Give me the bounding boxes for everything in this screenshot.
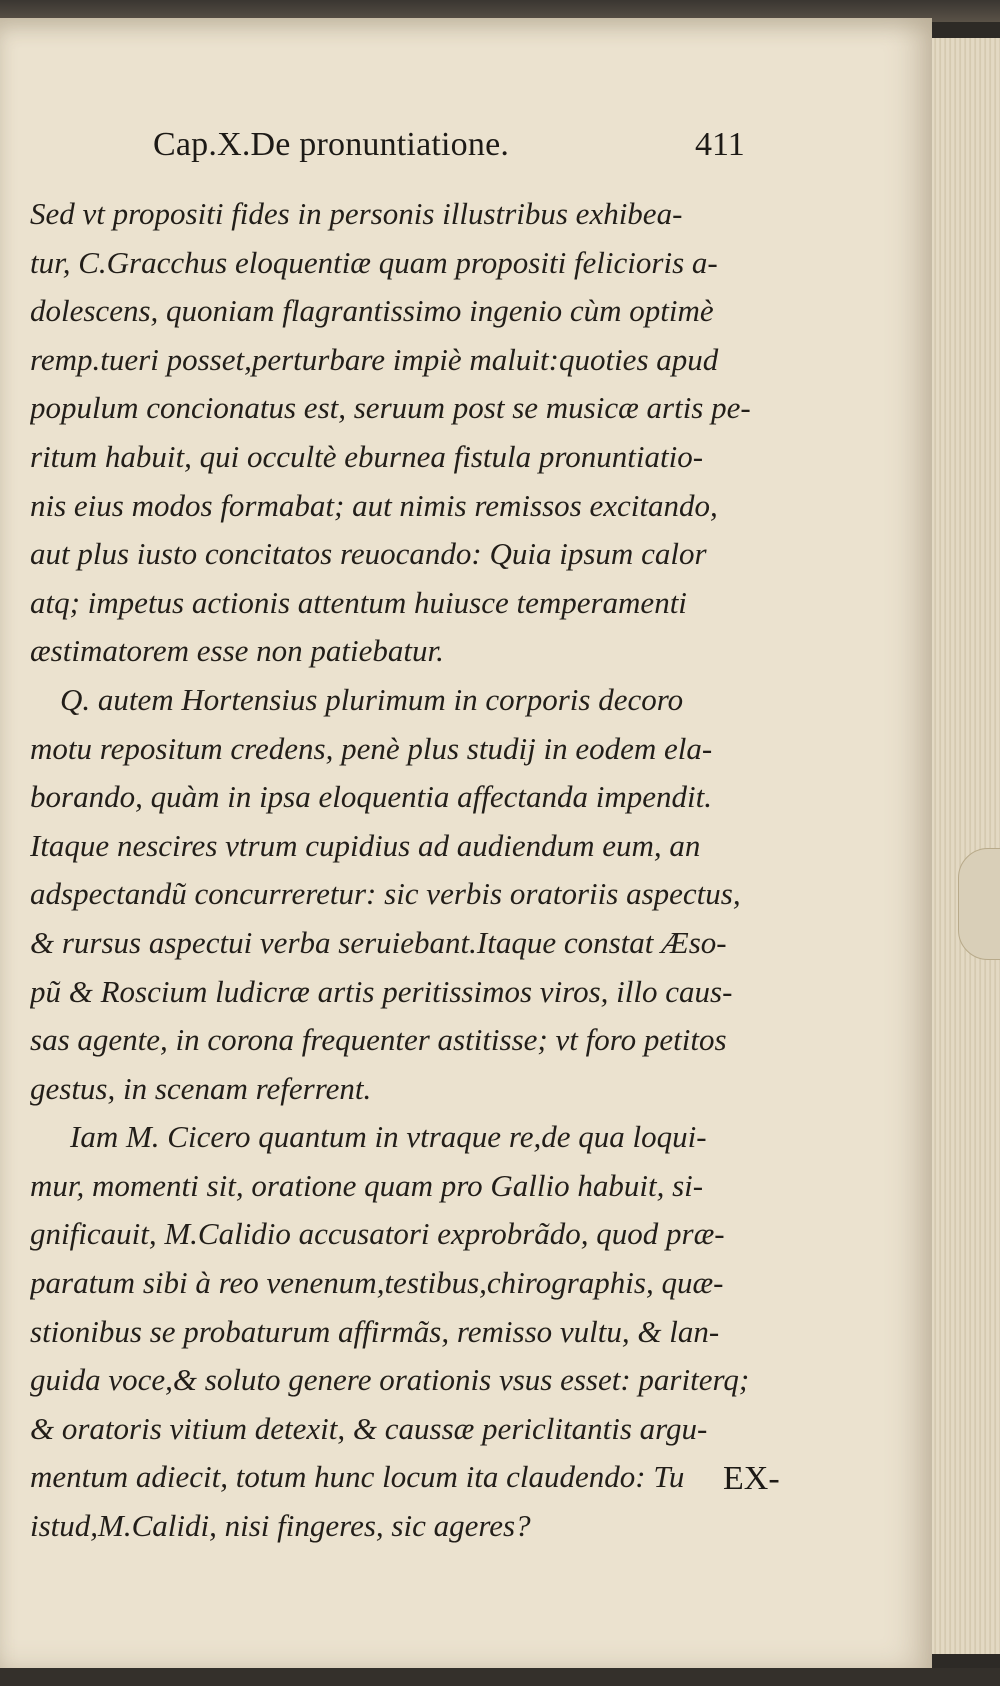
text-line: adspectandũ concurreretur: sic verbis oratoriis aspectus,	[30, 876, 741, 912]
running-title: Cap.X.De pronuntiatione.	[153, 126, 510, 163]
text-line: remp.tueri posset,perturbare impiè maluit:quoties apud	[30, 341, 719, 377]
text-line: nis eius modos formabat; aut nimis remissos excitando,	[30, 487, 718, 523]
book-page	[0, 18, 932, 1670]
text-line: Itaque nescires vtrum cupidius ad audiendum eum, an	[30, 827, 701, 863]
text-line: tur, C.Gracchus eloquentiæ quam propositi felicioris a-	[30, 244, 718, 280]
text-line: mur, momenti sit, oratione quam pro Gallio habuit, si-	[30, 1167, 704, 1203]
text-line: Iam M. Cicero quantum in vtraque re,de qua loqui-	[70, 1119, 707, 1155]
text-line: aut plus iusto concitatos reuocando: Quia ipsum calor	[30, 536, 707, 572]
text-line: istud,M.Calidi, nisi fingeres, sic ageres?	[30, 1508, 531, 1544]
text-line: æstimatorem esse non patiebatur.	[30, 633, 444, 669]
text-line: pũ & Roscium ludicræ artis peritissimos viros, illo caus-	[30, 973, 733, 1009]
text-line: stionibus se probaturum affirmãs, remisso vultu, & lan-	[30, 1313, 720, 1349]
page-stack-edge	[932, 38, 1000, 1654]
page-header	[0, 126, 932, 176]
text-line: mentum adiecit, totum hunc locum ita claudendo: Tu	[30, 1459, 685, 1495]
text-line: motu repositum credens, penè plus studij in eodem ela-	[30, 730, 713, 766]
text-line: & oratoris vitium detexit, & caussæ periclitantis argu-	[30, 1410, 708, 1446]
text-line: Sed vt propositi fides in personis illustribus exhibea-	[30, 196, 683, 231]
page-tab-icon	[958, 848, 1000, 960]
text-line: & rursus aspectui verba seruiebant.Itaque constat Æso-	[30, 924, 727, 960]
text-line: atq; impetus actionis attentum huiusce temperamenti	[30, 584, 687, 620]
text-line: dolescens, quoniam flagrantissimo ingenio cùm optimè	[30, 293, 714, 329]
catchword: EX-	[723, 1460, 780, 1497]
book-bottom-edge	[0, 1668, 1000, 1686]
text-line: borando, quàm in ipsa eloquentia affectanda impendit.	[30, 779, 712, 815]
text-line: populum concionatus est, seruum post se musicæ artis pe-	[30, 390, 751, 426]
text-line: paratum sibi à reo venenum,testibus,chirographis, quæ-	[30, 1265, 724, 1301]
body-text	[30, 190, 820, 1551]
text-line: gestus, in scenam referrent.	[30, 1070, 372, 1106]
text-line: gnificauit, M.Calidio accusatori exprobrãdo, quod præ-	[30, 1216, 725, 1252]
text-line: sas agente, in corona frequenter astitisse; vt foro petitos	[30, 1022, 727, 1058]
text-line: Q. autem Hortensius plurimum in corporis decoro	[60, 681, 684, 717]
page-number: 411	[695, 126, 745, 163]
text-line: ritum habuit, qui occultè eburnea fistula pronuntiatio-	[30, 438, 704, 474]
text-line: guida voce,& soluto genere orationis vsus esset: pariterq;	[30, 1362, 750, 1398]
